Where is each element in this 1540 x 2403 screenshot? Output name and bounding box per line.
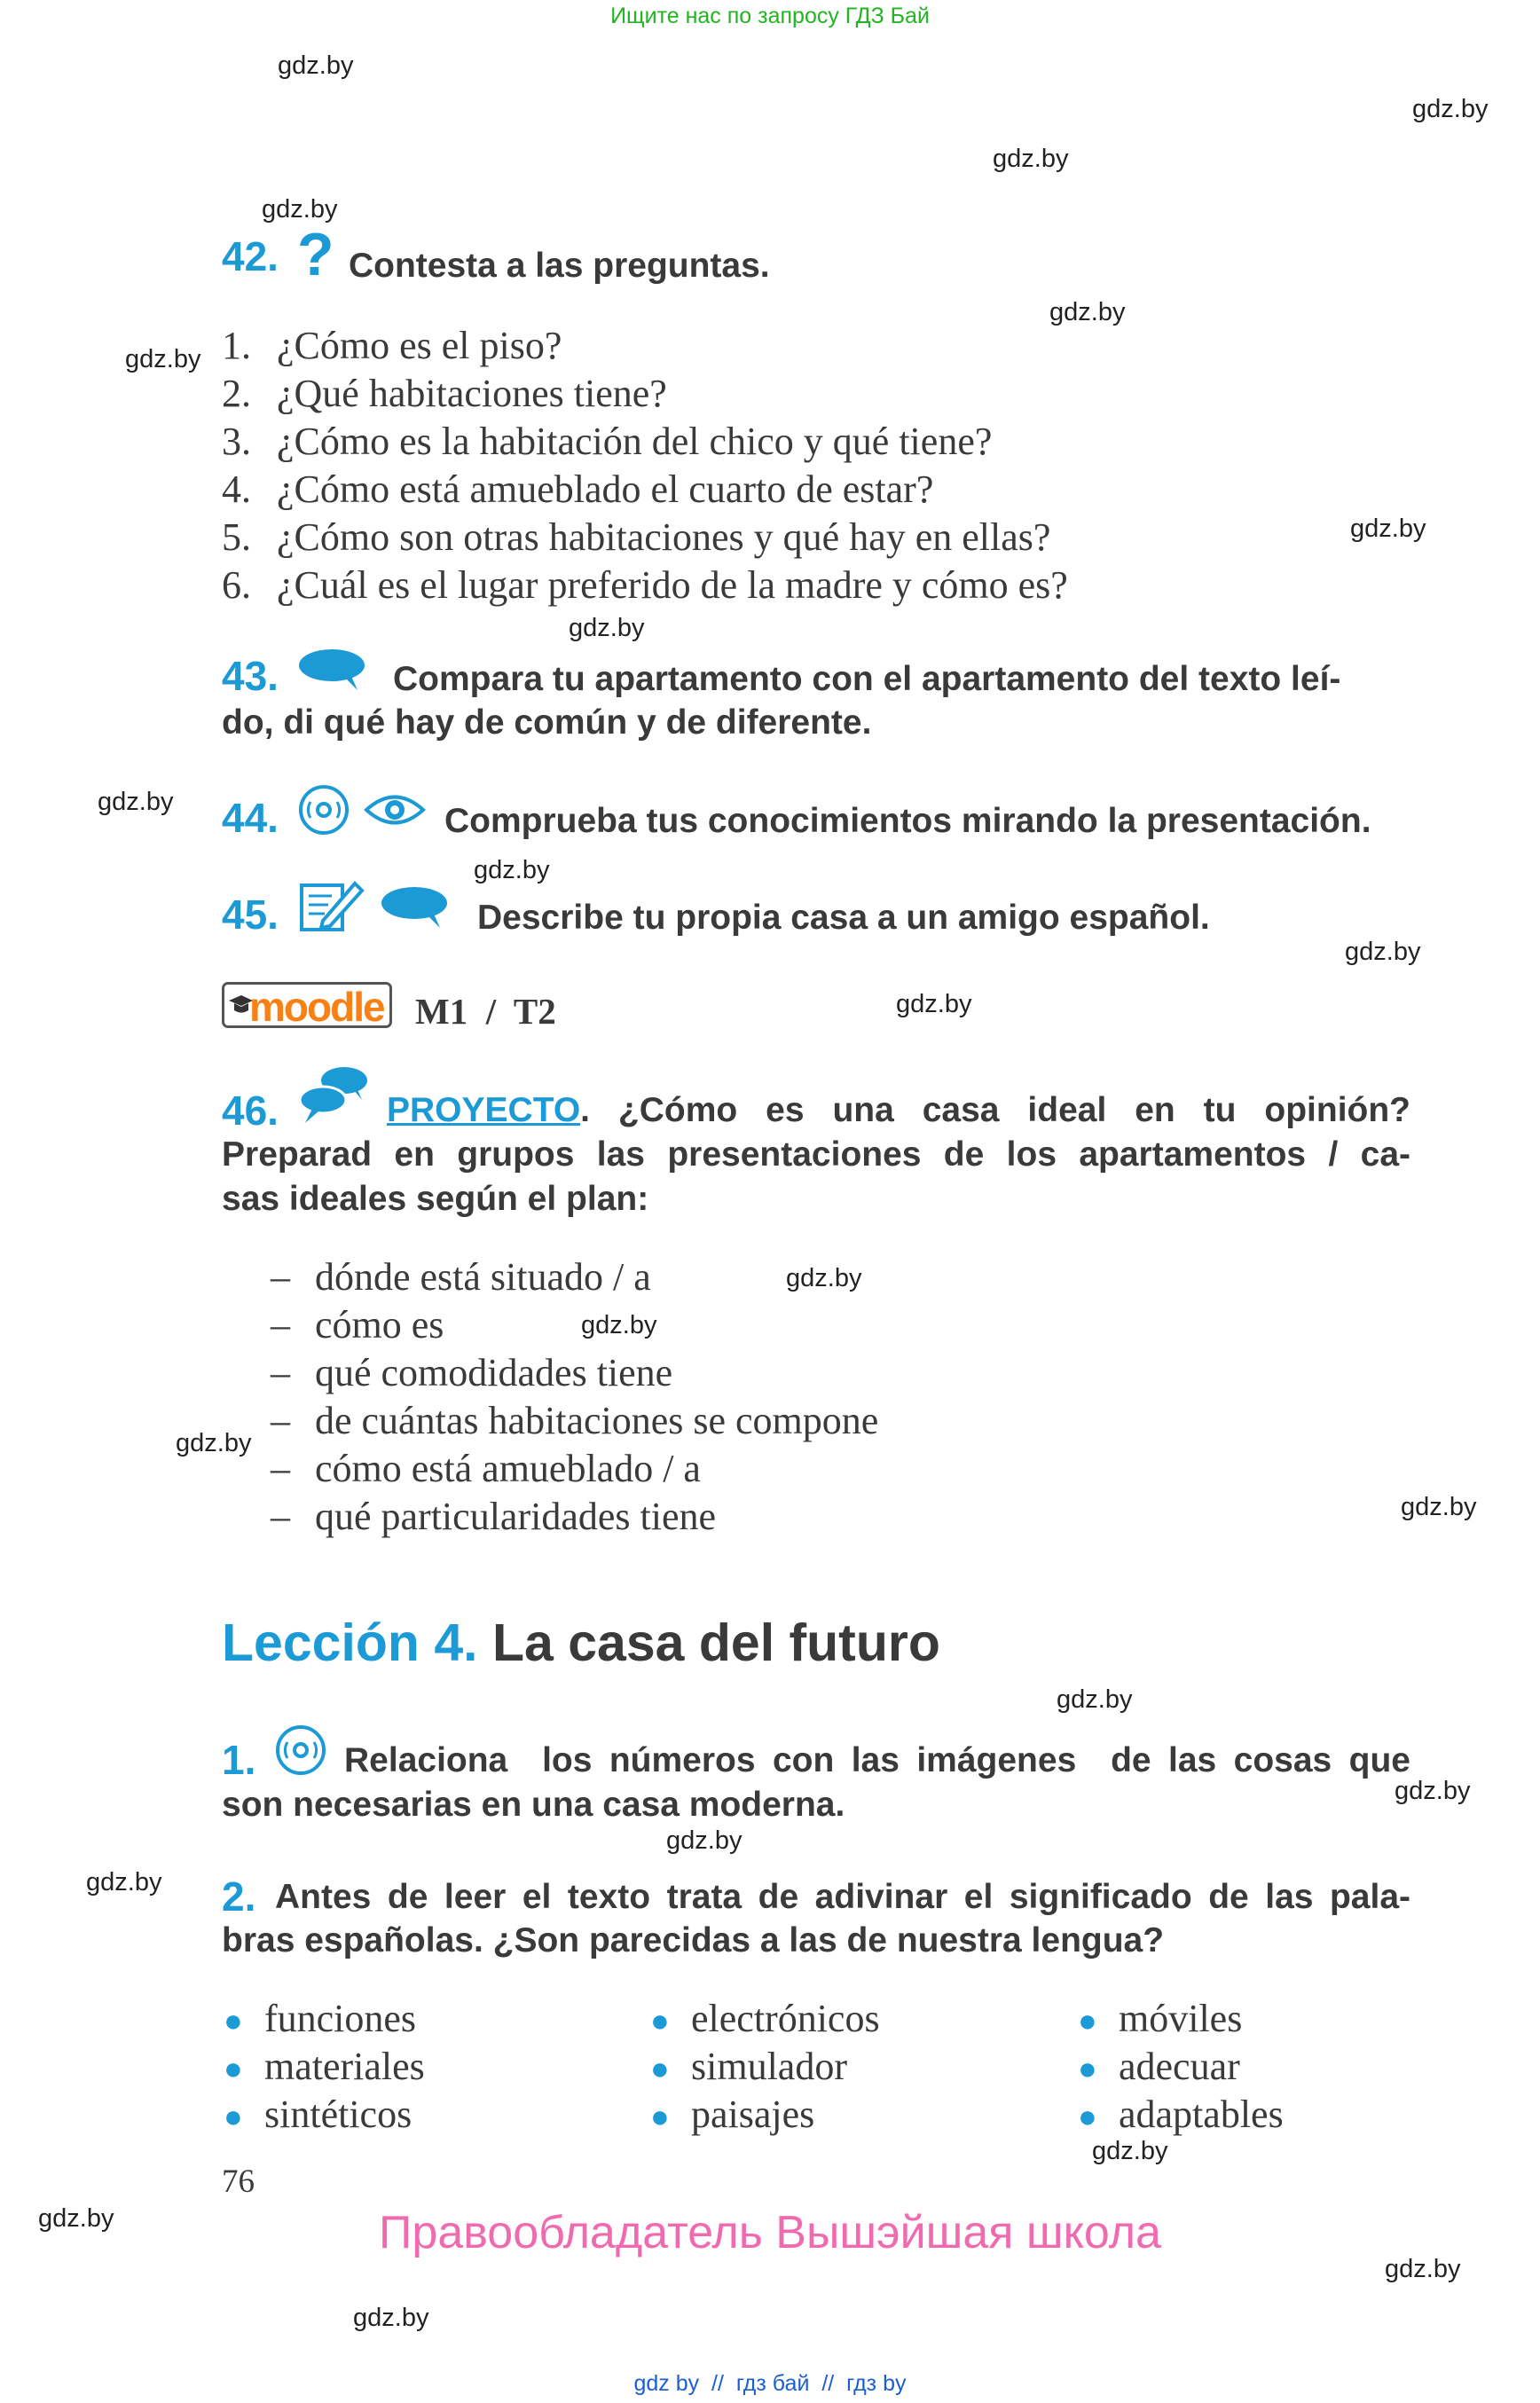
exercise-number: 2. <box>222 1873 256 1920</box>
watermark: gdz.by <box>176 1429 252 1457</box>
word-item: ● sintéticos <box>224 2093 412 2136</box>
exercise-instruction-line: Preparad en grupos las presentaciones de los apartamentos / ca- <box>222 1135 1410 1174</box>
exercise-46-question: . ¿Cómo es una casa ideal en tu opinión? <box>580 1091 1410 1129</box>
eye-icon <box>364 791 426 828</box>
exercise-42-header <box>222 232 279 280</box>
watermark: gdz.by <box>993 145 1069 173</box>
question-item: 1. ¿Cómo es el piso? <box>222 324 562 367</box>
question-item: 3. ¿Cómo es la habitación del chico y qué tiene? <box>222 420 993 463</box>
watermark: gdz.by <box>98 788 174 816</box>
group-chat-icon <box>298 1064 369 1128</box>
exercise-instruction: Describe tu propia casa a un amigo español. <box>477 899 1210 937</box>
question-item: 5. ¿Cómo son otras habitaciones y qué hay en ellas? <box>222 515 1051 559</box>
disc-icon <box>298 784 350 836</box>
watermark: gdz.by <box>38 2204 114 2233</box>
footer-links[interactable]: gdz by // гдз бай // гдз by <box>633 2371 907 2396</box>
watermark: gdz.by <box>1345 938 1421 966</box>
watermark: gdz.by <box>262 195 338 224</box>
watermark: gdz.by <box>1350 514 1426 543</box>
exercise-number: 44. <box>222 795 279 841</box>
moodle-reference: M1 / T2 <box>415 991 556 1032</box>
watermark: gdz.by <box>581 1311 657 1339</box>
watermark: gdz.by <box>569 614 645 642</box>
word-item: ● simulador <box>650 2045 847 2088</box>
plan-item: – dónde está situado / a <box>271 1255 651 1299</box>
exercise-instruction: Comprueba tus conocimientos mirando la presentación. <box>444 802 1371 840</box>
speech-bubble-icon <box>299 648 368 692</box>
exercise-instruction-line: do, di qué hay de común y de diferente. <box>222 703 872 742</box>
exercise-number: 46. <box>222 1088 279 1134</box>
watermark: gdz.by <box>1049 298 1126 326</box>
plan-item: – cómo está amueblado / a <box>271 1447 701 1490</box>
watermark: gdz.by <box>786 1264 862 1292</box>
lesson-label: Lección 4. <box>222 1614 478 1672</box>
word-item: ● móviles <box>1078 1997 1243 2040</box>
header-note: Ищите нас по запросу ГДЗ Бай <box>610 4 930 28</box>
copyright-notice: Правообладатель Вышэйшая школа <box>379 2207 1161 2258</box>
watermark: gdz.by <box>125 345 201 373</box>
exercise-number: 1. <box>222 1737 256 1783</box>
word-item: ● paisajes <box>650 2093 815 2136</box>
lesson-heading <box>222 1613 940 1673</box>
exercise-number: 42. <box>222 233 279 279</box>
question-item: 2. ¿Qué habitaciones tiene? <box>222 372 667 415</box>
moodle-logo-box <box>222 982 392 1028</box>
word-item: ● funciones <box>224 1997 417 2040</box>
watermark: gdz.by <box>1401 1493 1477 1521</box>
write-icon <box>298 878 365 933</box>
plan-item: – qué particularidades tiene <box>271 1495 717 1538</box>
question-item: 4. ¿Cómo está amueblado el cuarto de estar? <box>222 467 934 511</box>
watermark: gdz.by <box>1092 2137 1168 2165</box>
watermark: gdz.by <box>278 51 354 80</box>
watermark: gdz.by <box>1395 1777 1471 1805</box>
question-icon: ? <box>297 221 334 288</box>
exercise-number: 45. <box>222 891 279 938</box>
word-item: ● adaptables <box>1078 2093 1284 2136</box>
plan-item: – de cuántas habitaciones se compone <box>271 1399 879 1442</box>
disc-icon <box>275 1724 326 1776</box>
word-item: ● adecuar <box>1078 2045 1240 2088</box>
word-item: ● electrónicos <box>650 1997 880 2040</box>
watermark: gdz.by <box>896 990 972 1018</box>
watermark: gdz.by <box>86 1868 162 1896</box>
watermark: gdz.by <box>1412 95 1489 123</box>
moodle-logo-text: moodle <box>249 984 384 1030</box>
exercise-instruction: Contesta a las preguntas. <box>349 247 770 285</box>
question-item: 6. ¿Cuál es el lugar preferido de la madre y cómo es? <box>222 563 1068 607</box>
speech-bubble-icon <box>381 885 451 930</box>
exercise-46-line1 <box>387 1091 1410 1130</box>
page-number: 76 <box>222 2163 255 2200</box>
exercise-number: 43. <box>222 653 279 699</box>
word-item: ● materiales <box>224 2045 425 2088</box>
project-link[interactable]: PROYECTO <box>387 1091 581 1129</box>
exercise-instruction-line: bras españolas. ¿Son parecidas a las de nuestra lengua? <box>222 1921 1165 1959</box>
watermark: gdz.by <box>1385 2255 1461 2283</box>
exercise-instruction-line: Relaciona los números con las imágenes de las cosas que <box>344 1741 1410 1779</box>
exercise-instruction-line: Compara tu apartamento con el apartamento del texto leí- <box>393 660 1341 698</box>
exercise-instruction-line: sas ideales según el plan: <box>222 1180 649 1218</box>
watermark: gdz.by <box>353 2304 429 2332</box>
exercise-instruction-line: Antes de leer el texto trata de adivinar el significado de las pala- <box>275 1878 1410 1916</box>
watermark: gdz.by <box>1057 1685 1133 1714</box>
watermark: gdz.by <box>666 1826 742 1855</box>
plan-item: – cómo es <box>271 1303 444 1347</box>
lesson-title: La casa del futuro <box>491 1614 940 1672</box>
watermark: gdz.by <box>474 856 550 884</box>
plan-item: – qué comodidades tiene <box>271 1351 673 1394</box>
exercise-instruction-line: son necesarias en una casa moderna. <box>222 1786 845 1824</box>
